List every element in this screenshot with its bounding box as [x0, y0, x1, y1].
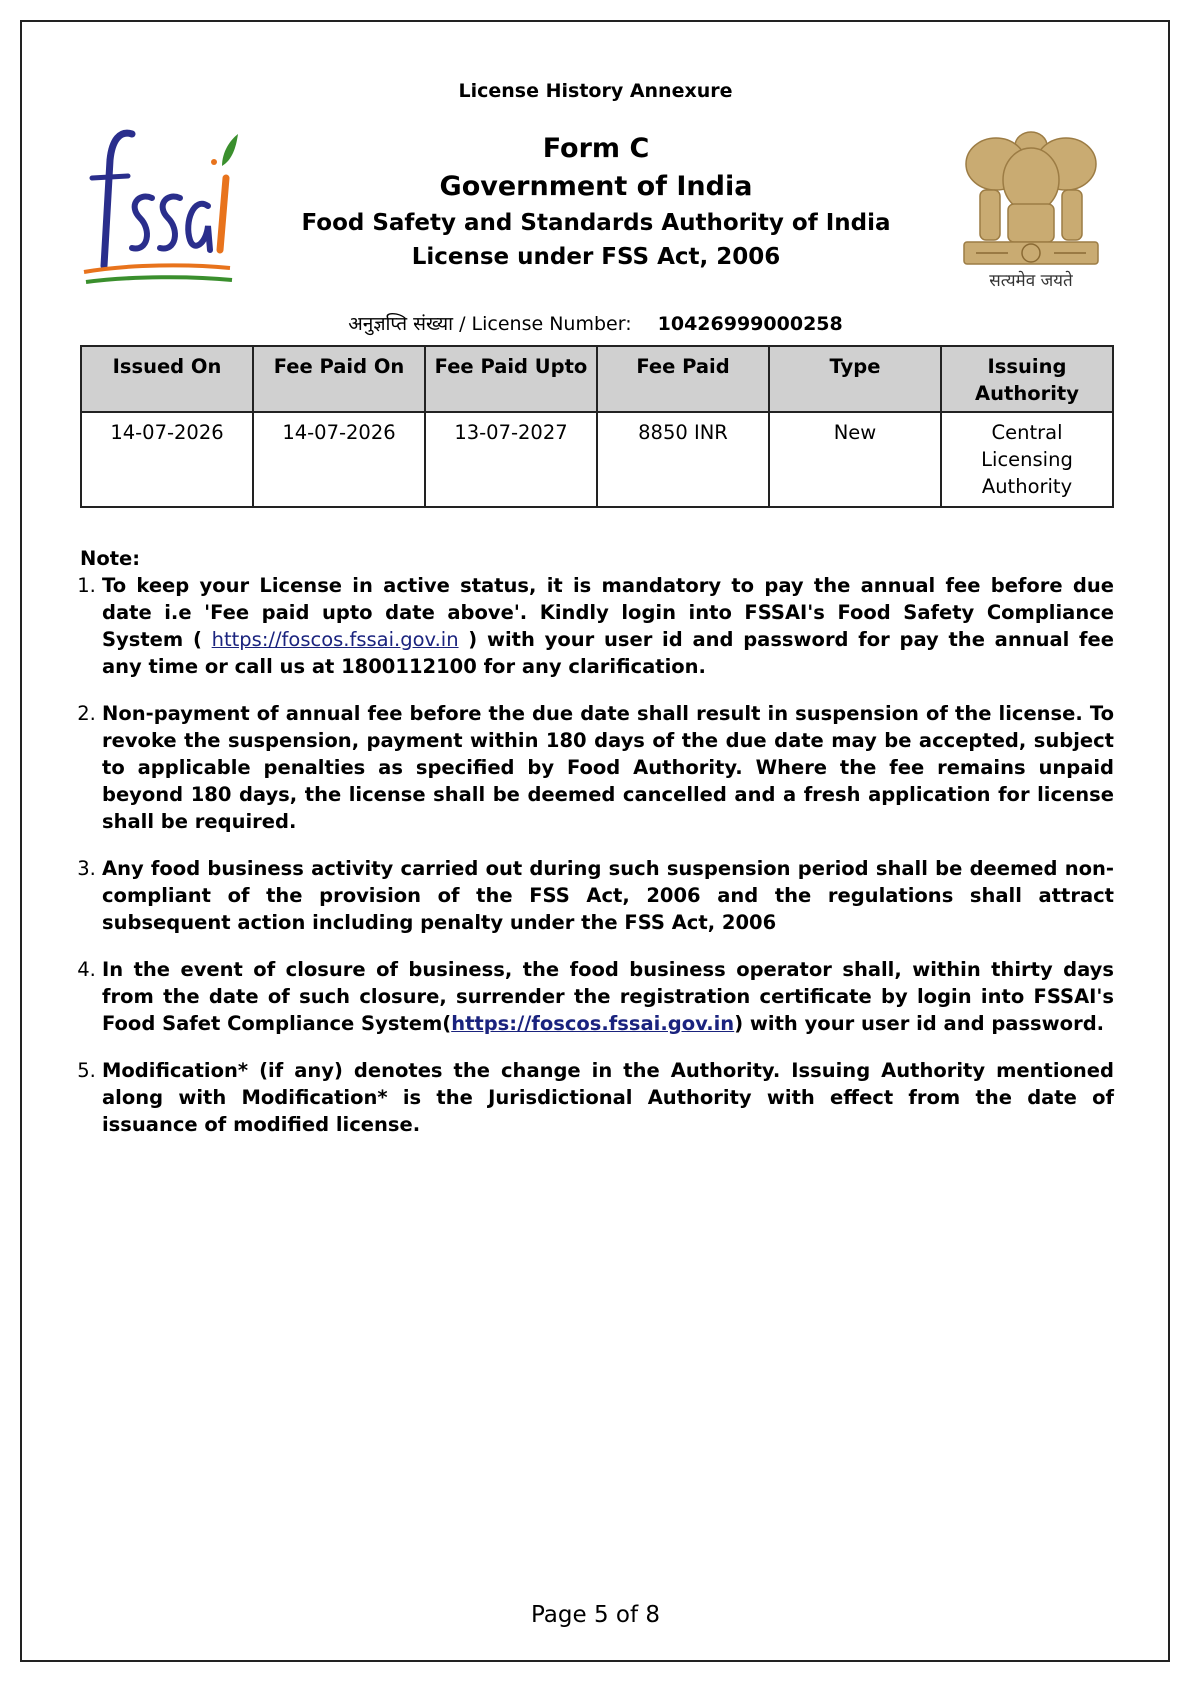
cell-fee-paid-upto: 13-07-2027	[425, 412, 597, 507]
license-number-line	[0, 310, 1191, 336]
license-number: 10426999000258	[657, 313, 843, 335]
col-type: Type	[769, 346, 941, 412]
note-item-4	[102, 956, 1114, 1037]
col-fee-paid-on: Fee Paid On	[253, 346, 425, 412]
note-3-text: Any food business activity carried out during such suspension period shall be deemed non-compliant of the provision of the FSS Act, 2006 and the regulations shall attract subsequent action including penalty under the FSS Act, 2006	[102, 857, 1114, 934]
col-fee-paid: Fee Paid	[597, 346, 769, 412]
note-5-text: Modification* (if any) denotes the change in the Authority. Issuing Authority mentioned along with Modification* is the Jurisdictional Authority with effect from the date of issuance of modified license.	[102, 1059, 1114, 1136]
table-row	[81, 412, 1113, 507]
authority-title: Food Safety and Standards Authority of India	[301, 210, 891, 236]
fssai-logo	[80, 126, 240, 290]
note-1-text-a: To keep your License in active status, it is mandatory to pay the annual fee before due date i.e 'Fee paid upto date above'. Kindly login into FSSAI's Food Safety Compliance System (	[102, 574, 1114, 651]
page-number: Page 5 of 8	[530, 1602, 661, 1628]
note-1-text-b: ) with your user id and password for pay the annual fee any time or call us at 1800112100 for any clarification.	[102, 628, 1114, 678]
cell-fee-paid-on: 14-07-2026	[253, 412, 425, 507]
annexure-title: License History Annexure	[458, 80, 733, 102]
col-issued-on: Issued On	[81, 346, 253, 412]
act-title: License under FSS Act, 2006	[411, 244, 781, 270]
note-2-text: Non-payment of annual fee before the due date shall result in suspension of the license. To revoke the suspension, payment within 180 days of the due date may be accepted, subject to applicable penalties as specified by Food Authority. Where the fee remains unpaid beyond 180 days, the license shall be deemed cancelled and a fresh application for license shall be required.	[102, 702, 1114, 833]
col-fee-paid-upto: Fee Paid Upto	[425, 346, 597, 412]
title-block	[300, 130, 892, 274]
emblem-motto: सत्यमेव जयते	[989, 271, 1073, 291]
note-4-text-b: ) with your user id and password.	[734, 1012, 1105, 1035]
col-issuing-authority: Issuing Authority	[941, 346, 1113, 412]
form-title: Form C	[542, 133, 650, 164]
cell-type: New	[769, 412, 941, 507]
national-emblem	[946, 124, 1116, 292]
license-history-table	[80, 345, 1114, 508]
government-title: Government of India	[439, 171, 753, 202]
cell-issued-on: 14-07-2026	[81, 412, 253, 507]
note-item-5	[102, 1057, 1114, 1138]
notes-list	[80, 572, 1114, 1158]
note-item-2	[102, 700, 1114, 835]
note-heading: Note:	[80, 547, 141, 570]
note-item-1	[102, 572, 1114, 680]
license-number-label: अनुज्ञप्ति संख्या / License Number:	[348, 313, 632, 335]
foscos-link-1[interactable]: https://foscos.fssai.gov.in	[211, 628, 459, 651]
cell-fee-paid: 8850 INR	[597, 412, 769, 507]
foscos-link-2[interactable]: https://foscos.fssai.gov.in	[451, 1012, 735, 1035]
table-header-row	[81, 346, 1113, 412]
cell-issuing-authority: Central Licensing Authority	[941, 412, 1113, 507]
note-item-3	[102, 855, 1114, 936]
note-4-text-a: In the event of closure of business, the food business operator shall, within thirty days from the date of such closure, surrender the registration certificate by login into FSSAI's Food Safet Compliance System(	[102, 958, 1114, 1035]
